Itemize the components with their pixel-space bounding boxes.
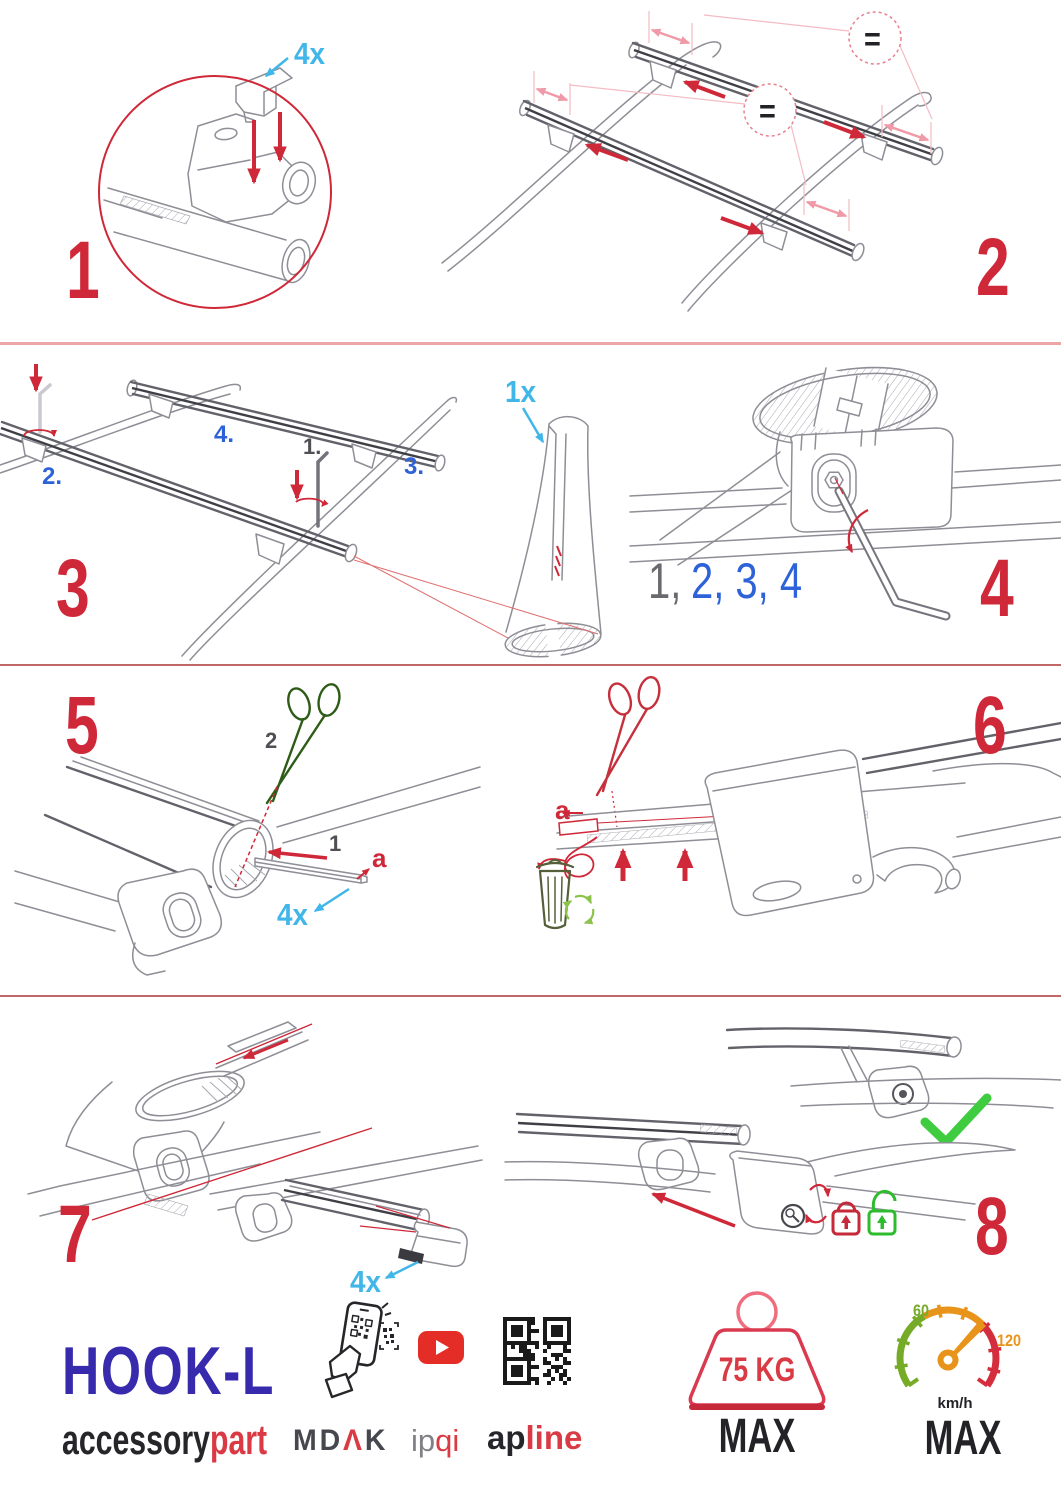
- step-8-diagram: [505, 1010, 1061, 1310]
- step-6-trim-label: a: [555, 795, 570, 825]
- step-3-label-1: 1.: [303, 434, 322, 459]
- scissors-icon: [597, 675, 662, 827]
- step-6-diagram: [505, 675, 1061, 1000]
- step-4-number: 4: [980, 543, 1014, 635]
- push-up-arrows: [623, 851, 685, 881]
- brand-logo: [62, 1416, 267, 1464]
- gauge-needle: [938, 1320, 987, 1371]
- step-7-qty-label: 4x: [350, 1264, 382, 1300]
- mounting-feet: [22, 394, 376, 564]
- rubber-strip: [255, 858, 367, 883]
- step-5-insert-label: 1: [329, 831, 342, 856]
- sequence-first: 1,: [648, 552, 682, 610]
- mdak-post: K: [364, 1424, 389, 1457]
- partner-logo-mdak: [293, 1424, 388, 1458]
- qty-leader-line: [386, 1262, 418, 1278]
- hand: [326, 1346, 360, 1397]
- step-3-number: 3: [56, 543, 90, 635]
- allen-key-center: [296, 453, 327, 526]
- locked-icon: [833, 1203, 859, 1234]
- clamp-body: [776, 428, 953, 532]
- insert-arrow: [269, 852, 327, 858]
- gauge-arc: [895, 1305, 1001, 1386]
- brand-suffix: part: [209, 1416, 268, 1463]
- step-1-diagram: [40, 20, 360, 330]
- step-1-qty-label: 4x: [294, 36, 326, 72]
- max-load-icon: [672, 1290, 842, 1465]
- step-7-diagram: [20, 1010, 500, 1310]
- section-divider-1: [0, 342, 1061, 345]
- step-3-label-2: 2.: [42, 463, 63, 490]
- discard-curl: [539, 837, 597, 879]
- clamp-body: [705, 750, 873, 915]
- brand-prefix: accessory: [62, 1416, 210, 1463]
- step-5-qty-label: 4x: [277, 897, 309, 933]
- crossbar-front: [518, 99, 867, 262]
- apline-black: ap: [487, 1419, 526, 1456]
- step-5-trim-label: a: [372, 843, 387, 873]
- qty-leader-line: [315, 889, 349, 911]
- step-3-label-3: 3.: [404, 453, 425, 480]
- sequence-rest: 2, 3, 4: [690, 552, 803, 610]
- end-cap-assembly: [210, 1146, 482, 1266]
- product-name: HOOK-L: [62, 1333, 275, 1409]
- slide-cover-arrow: [653, 1194, 735, 1226]
- qty-leader-line: [523, 408, 543, 442]
- speed-high-label: 120: [997, 1331, 1022, 1351]
- ipqi-gray: ip: [411, 1423, 436, 1458]
- slide-arrows: [587, 82, 864, 233]
- speed-max-label: MAX: [924, 1410, 1002, 1465]
- hook-bracket-part: [236, 68, 292, 122]
- ghost-allen-key: [24, 364, 54, 436]
- speed-unit-label: km/h: [937, 1395, 973, 1412]
- apline-red: line: [525, 1419, 583, 1456]
- qr-fragment: [380, 1323, 398, 1349]
- step-5-diagram: [15, 675, 480, 1000]
- equals-mid: =: [759, 93, 776, 130]
- partner-logo-apline: [487, 1419, 582, 1457]
- assembled-bar-correct: [727, 1028, 1061, 1117]
- partner-logo-ipqi: [411, 1423, 459, 1459]
- clamp-foot: [118, 869, 221, 975]
- qr-code: [503, 1317, 575, 1385]
- ipqi-red: qi: [435, 1423, 460, 1458]
- step-3-label-4: 4.: [214, 421, 235, 448]
- unlocked-icon: [869, 1191, 895, 1234]
- speed-low-label: 60: [913, 1301, 930, 1321]
- step-5-cut-label: 2: [265, 728, 278, 753]
- mdak-pre: MD: [293, 1424, 344, 1457]
- step-3-diagram: [0, 350, 625, 662]
- guide-line: [92, 1128, 372, 1220]
- step-2-number: 2: [976, 222, 1010, 314]
- step-2-diagram: [420, 5, 1061, 335]
- tighten-sequence: [648, 553, 802, 609]
- crossbar-rear: [126, 379, 447, 472]
- scissors-icon: [267, 682, 343, 803]
- check-icon: [925, 1098, 987, 1142]
- max-load-label: MAX: [718, 1408, 796, 1463]
- step-5-number: 5: [65, 680, 99, 772]
- step-4-diagram: [630, 350, 1061, 662]
- step-7-number: 7: [58, 1189, 92, 1281]
- youtube-icon: [416, 1329, 466, 1366]
- step-6-number: 6: [973, 680, 1007, 772]
- max-load-value: 75 KG: [718, 1350, 796, 1389]
- step-1-number: 1: [66, 225, 100, 317]
- equals-top: =: [864, 21, 881, 58]
- step-8-number: 8: [975, 1181, 1009, 1273]
- step-3-qty-label: 1x: [505, 374, 537, 410]
- phone-scan-icon: [320, 1300, 402, 1400]
- mdak-caret: Λ: [343, 1424, 365, 1457]
- section-divider-2: [0, 664, 1061, 666]
- hook-foot: [873, 817, 1061, 893]
- speed-limit-icon: [885, 1290, 1035, 1465]
- recycle-icon: [566, 896, 593, 923]
